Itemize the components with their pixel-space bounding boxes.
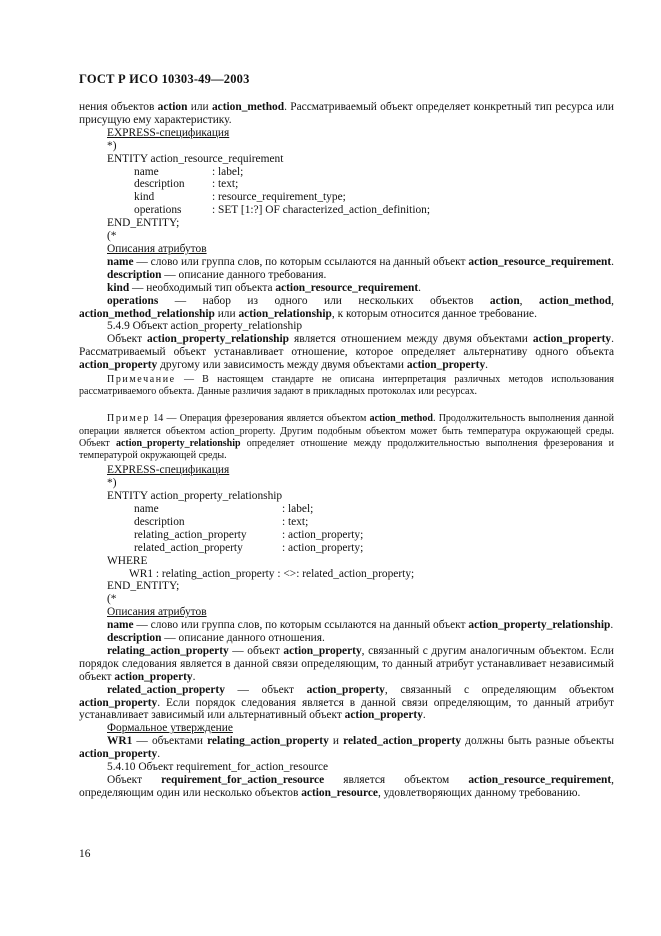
attr-description: description — описание данного отношения. [107, 632, 325, 645]
attr-description: related_action_property — объект action_property, связанный с определяющим объектом action_property. Если порядок следования является в данной связи определяющим, то данный атрибут устанавливает зависимый или альтернативный объект action_property. [79, 683, 614, 722]
code-close: (* [107, 230, 117, 243]
attributes-heading: Описания атрибутов [107, 606, 207, 619]
attributes-heading: Описания атрибутов [107, 242, 207, 255]
attribute-list [79, 166, 614, 218]
attr-type: : text; [212, 178, 239, 191]
where-clause: WHERE [107, 554, 148, 567]
attr-name: name [134, 165, 159, 178]
code-close: (* [107, 593, 117, 606]
attribute-list [79, 503, 614, 555]
attr-description: relating_action_property — объект action_property, связанный с другим аналогичным объектом. Если порядок следования является в данной связи определяющим, то данный атрибут устанавливает независимый объект action_property. [79, 644, 614, 683]
example: Пример 14 — Операция фрезерования является объектом action_method. Продолжительность выполнения данной операции является объектом action_property. Другим подобным объектом может быть температура окружающей среды. Объект action_property_relationship определяет отношение между продолжительностью выполнения фрезерования и температурой окружающей среды. [79, 413, 615, 462]
attr-description: name — слово или группа слов, по которым ссылаются на данный объект action_property_relationship. [107, 619, 614, 632]
attr-type: : label; [212, 165, 244, 178]
page-content [79, 101, 614, 800]
attr-name: operations [134, 204, 182, 217]
page-number: 16 [79, 848, 91, 860]
attr-name: kind [134, 191, 155, 204]
attr-description: kind — необходимый тип объекта action_resource_requirement. [107, 281, 422, 294]
page-header: ГОСТ Р ИСО 10303-49—2003 [79, 72, 250, 86]
attr-description: description — описание данного требования. [107, 268, 327, 281]
note: Примечание — В настоящем стандарте не описана интерпретация различных методов использования рассматриваемого объекта. Данные различия задают в прикладных протоколах или ресурсах. [79, 374, 614, 398]
formal-statement-heading: Формальное утверждение [107, 722, 233, 735]
end-entity: END_ENTITY; [107, 580, 180, 593]
attr-type: : text; [282, 515, 309, 528]
attr-type: : action_property; [282, 541, 364, 554]
attr-name: description [134, 515, 185, 528]
entity-declaration: ENTITY action_resource_requirement [107, 152, 284, 165]
attr-name: relating_action_property [134, 528, 247, 541]
attr-name: related_action_property [134, 541, 243, 554]
end-entity: END_ENTITY; [107, 217, 180, 230]
attr-type: : resource_requirement_type; [212, 191, 346, 204]
section-title: 5.4.10 Объект requirement_for_action_resource [107, 761, 329, 774]
code-open: *) [107, 139, 117, 152]
express-heading: EXPRESS-спецификация [107, 126, 230, 139]
where-rule: WR1 : relating_action_property : <>: related_action_property; [129, 567, 415, 580]
section-paragraph: Объект action_property_relationship является отношением между двумя объектами action_property. Рассматриваемый объект устанавливает отношение, которое определяет альтернативу одного объекта action_property другому или зависимость между двумя объектами action_property. [79, 333, 614, 372]
code-open: *) [107, 477, 117, 490]
section-title: 5.4.9 Объект action_property_relationship [107, 320, 303, 333]
formal-statement: WR1 — объектами relating_action_property и related_action_property должны быть разные объекты action_property. [79, 735, 614, 761]
entity-declaration: ENTITY action_property_relationship [107, 490, 283, 503]
attr-name: description [134, 178, 185, 191]
attr-description: operations — набор из одного или нескольких объектов action, action_method, action_method_relationship или action_relationship, к которым относится данное требование. [79, 294, 614, 320]
attr-name: name [134, 502, 159, 515]
attr-type: : action_property; [282, 528, 364, 541]
intro-paragraph: нения объектов action или action_method. Рассматриваемый объект определяет конкретный тип ресурса или присущую ему характеристику. [79, 101, 614, 126]
attr-type: : SET [1:?] OF characterized_action_definition; [212, 204, 431, 217]
express-heading: EXPRESS-спецификация [107, 464, 230, 477]
section-paragraph: Объект requirement_for_action_resource является объектом action_resource_requirement, определяющим один или несколько объектов action_resource, удовлетворяющих данному требованию. [79, 774, 614, 799]
attr-type: : label; [282, 502, 314, 515]
attr-description: name — слово или группа слов, по которым ссылаются на данный объект action_resource_requirement. [107, 255, 615, 268]
